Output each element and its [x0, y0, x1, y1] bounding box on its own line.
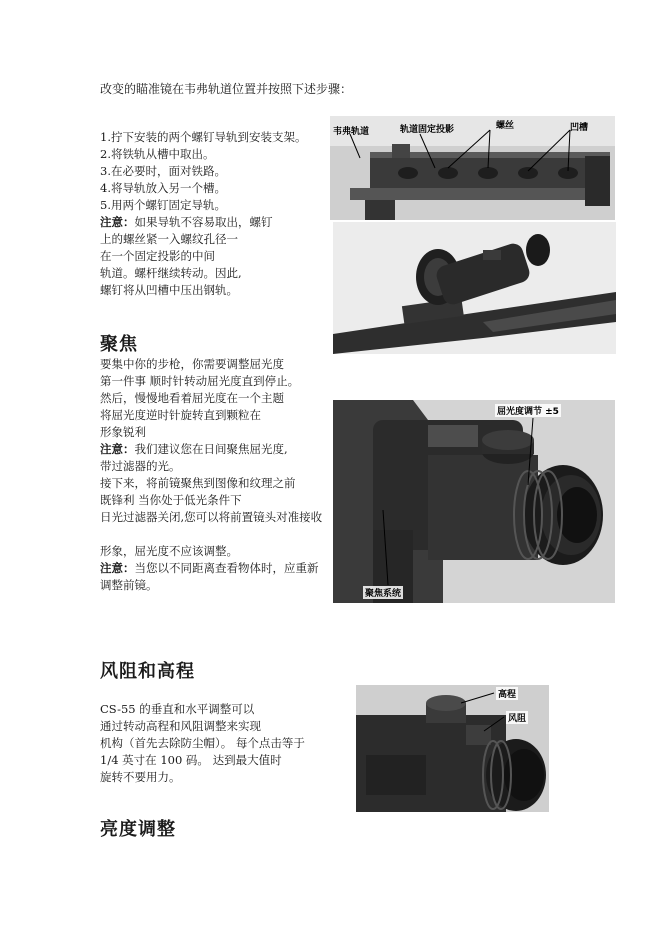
focus-heading: 聚焦: [100, 334, 138, 355]
step-item: 2.将铁轨从槽中取出。: [100, 147, 215, 161]
step-item: 4.将导轨放入另一个槽。: [100, 181, 226, 195]
focus-line: 将屈光度逆时针旋转直到颗粒在: [100, 408, 261, 422]
mount-note-line: 注意：如果导轨不容易取出，螺钉: [100, 215, 273, 229]
focus-note-line: 注意：当您以不同距离查看物体时，应重新: [100, 561, 319, 575]
windage-label: 风阻: [506, 711, 528, 724]
elevation-label: 高程: [496, 687, 518, 700]
windage-line: CS-55 的垂直和水平调整可以: [100, 702, 255, 716]
intro-text: 改变的瞄准镜在韦弗轨道位置并按照下述步骤：: [100, 82, 353, 96]
focus-note-line: 注意：我们建议您在日间聚焦屈光度,: [100, 442, 288, 456]
mount-note-line: 轨道。螺杆继续转动。因此,: [100, 266, 242, 280]
focus-line: 然后，慢慢地看着屈光度在一个主题: [100, 391, 284, 405]
focus-line: 要集中你的步枪，你需要调整屈光度: [100, 357, 284, 371]
step-item: 3.在必要时，面对铁路。: [100, 164, 226, 178]
note-label: 注意：: [100, 215, 135, 229]
projection-label: 轨道固定投影: [400, 125, 455, 135]
groove-label: 凹槽: [570, 123, 589, 133]
screw-label: 螺丝: [496, 121, 515, 131]
brightness-heading: 亮度调整: [100, 819, 176, 840]
focus-note-line: 调整前镜。: [100, 578, 158, 592]
focus-line: 既锋利 当你处于低光条件下: [100, 493, 242, 507]
mount-note-line: 上的螺丝紧一入螺纹孔径一: [100, 232, 238, 246]
note-label: 注意：: [100, 442, 135, 456]
rail-photo: [330, 116, 615, 220]
focus-system-label: 聚焦系统: [363, 586, 403, 599]
windage-text: [100, 701, 305, 786]
mount-steps: [100, 129, 306, 299]
step-item: 5.用两个螺钉固定导轨。: [100, 198, 226, 212]
focus-line: 形象锐利: [100, 425, 146, 439]
windage-heading: 风阻和高程: [100, 661, 195, 682]
focus-text: [100, 356, 322, 594]
step-item: 1.拧下安装的两个螺钉导轨到安装支架。: [100, 130, 307, 144]
rifle-scope-photo: [333, 222, 616, 354]
windage-line: 通过转动高程和风阻调整来实现: [100, 719, 261, 733]
windage-line: 1/4 英寸在 100 码。 达到最大值时: [100, 753, 282, 767]
note-label: 注意：: [100, 561, 135, 575]
focus-line: 日光过滤器关闭,您可以将前置镜头对准接收: [100, 510, 323, 524]
windage-line: 机构（首先去除防尘帽）。 每个点击等于: [100, 736, 305, 750]
focus-photo: [333, 400, 615, 603]
mount-note-line: 在一个固定投影的中间: [100, 249, 215, 263]
mount-note-line: 螺钉将从凹槽中压出钢轨。: [100, 283, 238, 297]
focus-line: 接下来，将前镜聚焦到图像和纹理之前: [100, 476, 296, 490]
focus-line: 形象，屈光度不应该调整。: [100, 544, 238, 558]
windage-photo: [356, 685, 549, 812]
focus-note-line: 带过滤器的光。: [100, 459, 181, 473]
focus-line: 第一件事 顺时针转动屈光度直到停止。: [100, 374, 300, 388]
rail-label: 韦弗轨道: [333, 127, 370, 137]
diopter-label: 屈光度调节 ±5: [495, 404, 561, 417]
windage-line: 旋转不要用力。: [100, 770, 181, 784]
